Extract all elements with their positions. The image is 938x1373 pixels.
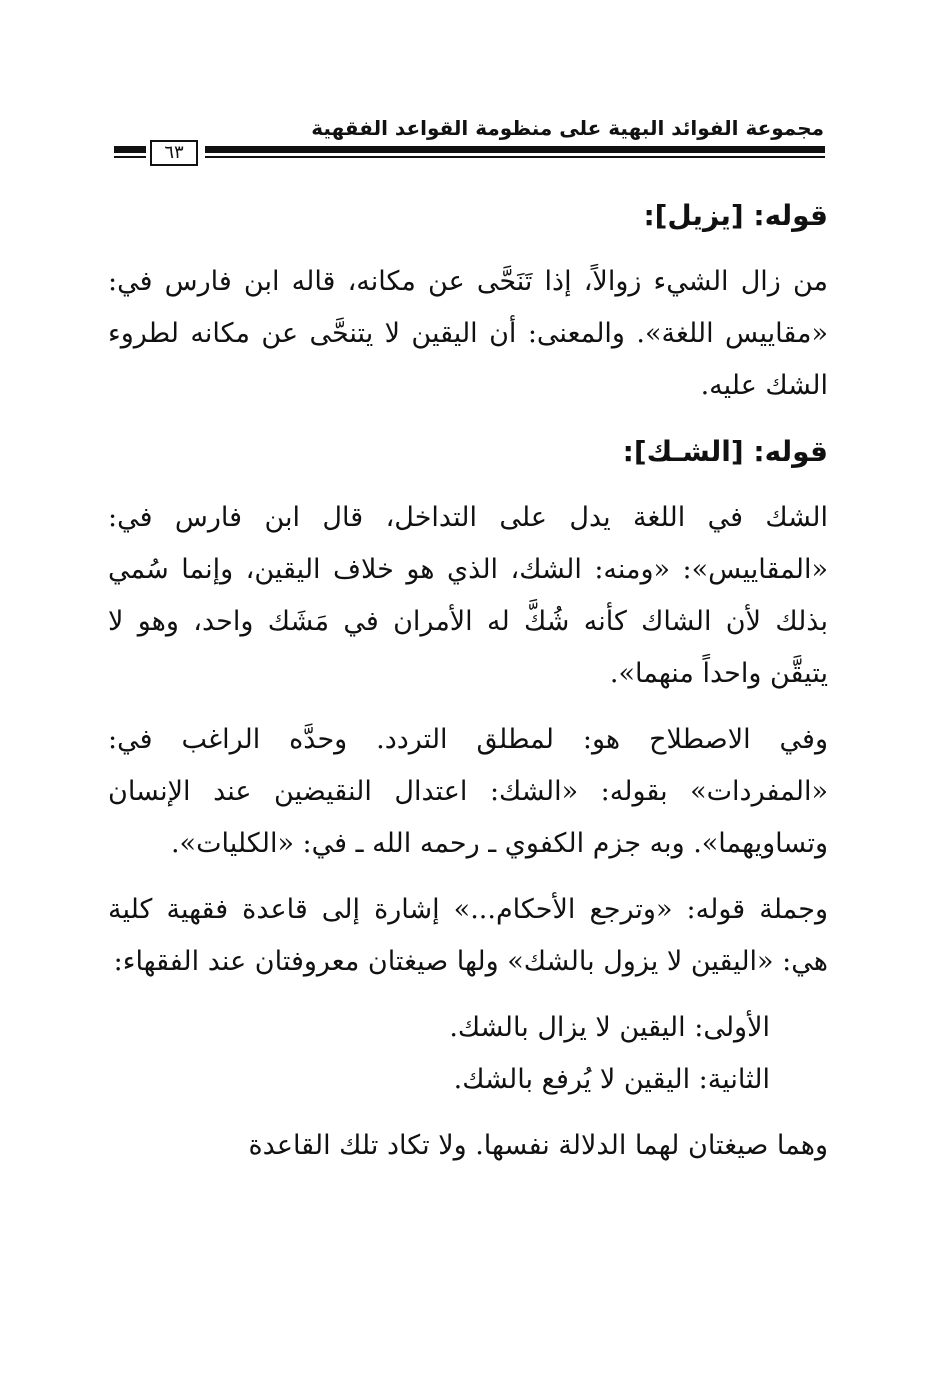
paragraph: الشك في اللغة يدل على التداخل، قال ابن فارس في: «المقاييس»: «ومنه: الشك، الذي هو خلاف اليقين، وإنما سُمي بذلك لأن الشاك كأنه شُكَّ له الأمران في مَشَك واحد، وهو لا يتيقَّن واحداً منهما». <box>108 502 828 689</box>
section-heading-yazil: قوله: [يزيل]: <box>643 199 828 232</box>
header-rule <box>205 146 825 158</box>
paragraph: وهما صيغتان لهما الدلالة نفسها. ولا تكاد تلك القاعدة <box>248 1130 828 1161</box>
page-number: ٦٣ <box>150 140 198 166</box>
paragraph: وفي الاصطلاح هو: لمطلق التردد. وحدَّه الراغب في: «المفردات» بقوله: «الشك: اعتدال النقيضين عند الإنسان وتساويهما». وبه جزم الكفوي ـ رحمه الله ـ في: «الكليات». <box>108 724 828 859</box>
list-item: الثانية: اليقين لا يُرفع بالشك. <box>453 1064 770 1095</box>
list-item: الأولى: اليقين لا يزال بالشك. <box>449 1012 770 1043</box>
page-body <box>108 190 828 1186</box>
running-title: مجموعة الفوائد البهية على منظومة القواعد الفقهية <box>311 116 824 140</box>
header-rule-short <box>114 146 146 158</box>
paragraph: وجملة قوله: «وترجع الأحكام...» إشارة إلى قاعدة فقهية كلية هي: «اليقين لا يزول بالشك» ولها صيغتان معروفتان عند الفقهاء: <box>108 894 828 977</box>
paragraph: من زال الشيء زوالاً، إذا تَنَحَّى عن مكانه، قاله ابن فارس في: «مقاييس اللغة». والمعنى: أن اليقين لا يتنحَّى عن مكانه لطروء الشك عليه. <box>108 266 828 401</box>
section-heading-shakk: قوله: [الشـك]: <box>622 435 828 468</box>
